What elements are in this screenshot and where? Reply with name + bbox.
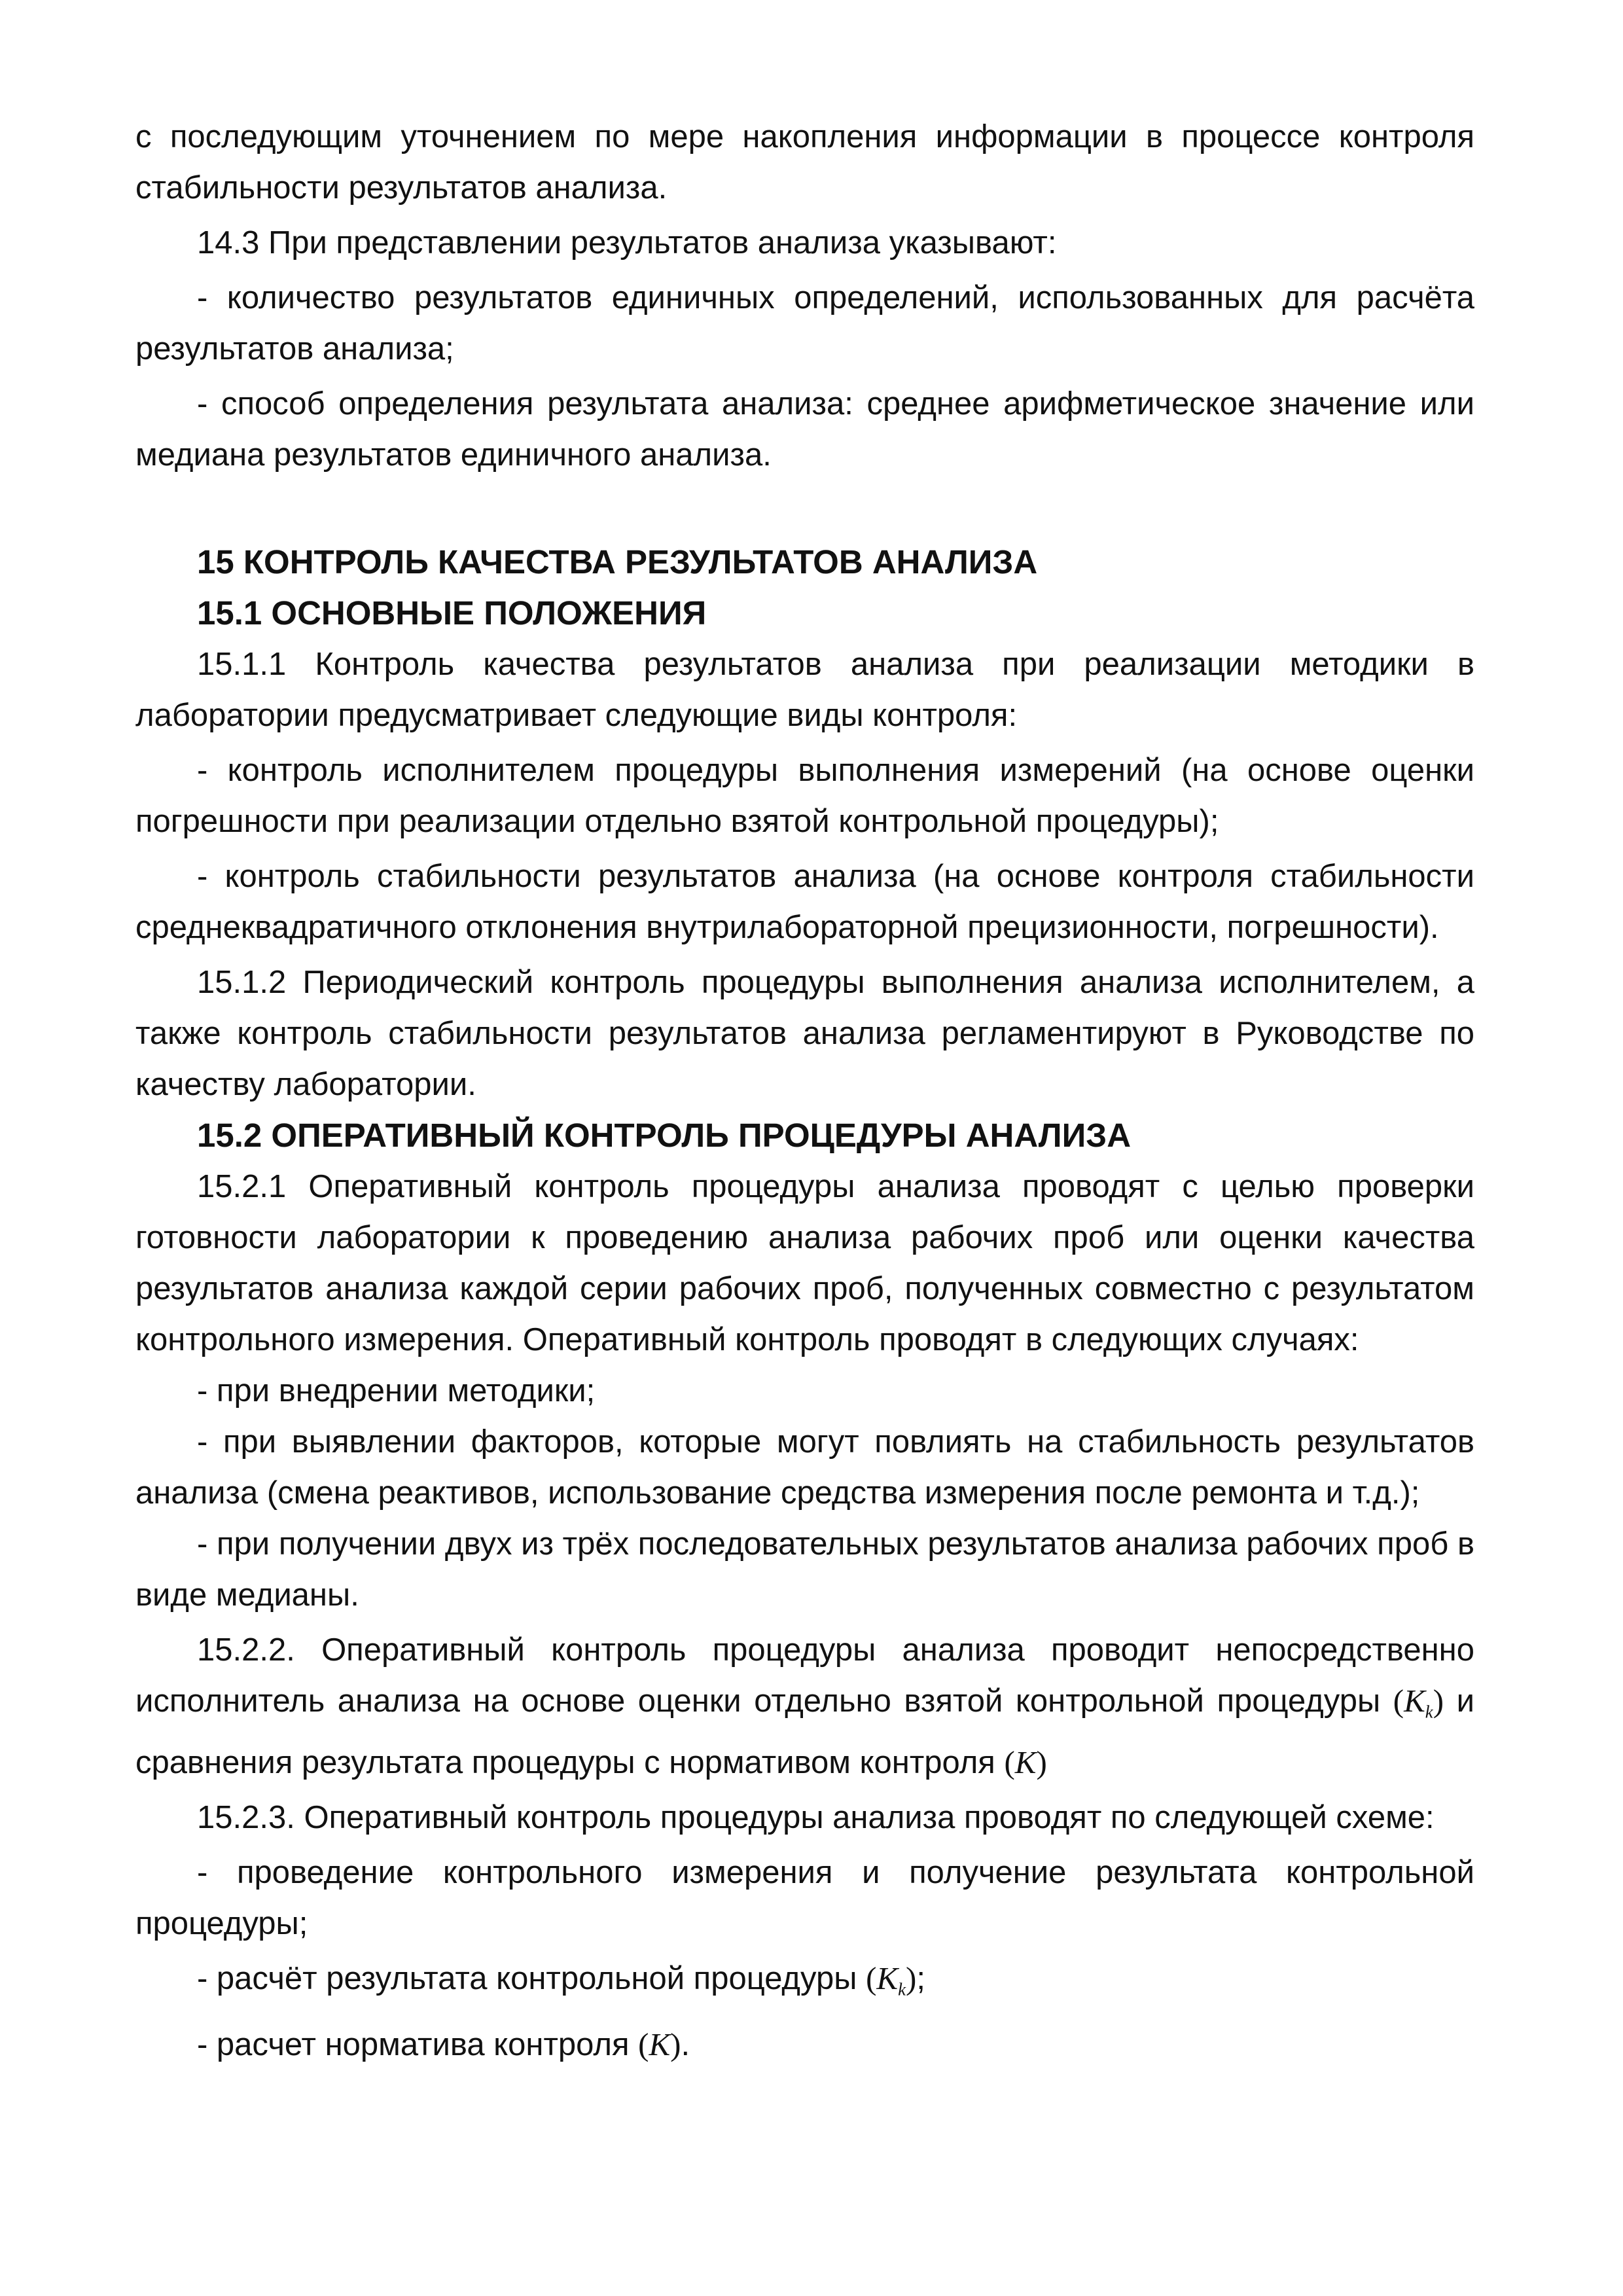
paragraph: 15.1.1 Контроль качества результатов анализа при реализации методики в лаборатории предусматривает следующие виды контроля:	[135, 647, 1474, 733]
paragraph: 15.1.2 Периодический контроль процедуры выполнения анализа исполнителем, а также контроль стабильности результатов анализа регламентируют в Руководстве по качеству лаборатории.	[135, 965, 1474, 1102]
formula-k-sub-k: $K_k$	[1404, 1683, 1433, 1722]
list-item: - при выявлении факторов, которые могут повлиять на стабильность результатов анализа (смена реактивов, использование средства измерения после ремонта и т.д.);	[135, 1424, 1474, 1511]
subsection-heading: 15.2 ОПЕРАТИВНЫЙ КОНТРОЛЬ ПРОЦЕДУРЫ АНАЛИЗА	[197, 1117, 1132, 1154]
list-item: - контроль стабильности результатов анализа (на основе контроля стабильности среднеквадратичного отклонения внутрилабораторной прецизионности, погрешности).	[135, 859, 1474, 945]
paragraph-text: - расчет норматива контроля	[197, 2026, 630, 2062]
formula-k-sub-k: $K_k$	[876, 1960, 906, 2000]
document-page	[135, 111, 1474, 2070]
paragraph-text: - расчёт результата контрольной процедуры	[197, 1961, 857, 1997]
paragraph-15-2-2: 15.2.2. Оперативный контроль процедуры анализа проводит непосредственно исполнитель анализа на основе оценки отдельно взятой контрольной процедуры $(K_k)$ и сравнения результата процедуры с нормативом контроля (K)	[135, 1632, 1474, 1781]
paragraph: 15.2.3. Оперативный контроль процедуры анализа проводят по следующей схеме:	[197, 1800, 1435, 1836]
list-item: - проведение контрольного измерения и получение результата контрольной процедуры;	[135, 1855, 1474, 1942]
section-heading: 15 КОНТРОЛЬ КАЧЕСТВА РЕЗУЛЬТАТОВ АНАЛИЗА	[197, 543, 1038, 581]
formula-k: K	[649, 2026, 671, 2062]
list-item: - при внедрении методики;	[197, 1373, 596, 1408]
list-item-control-norm: - расчет норматива контроля (K).	[197, 2026, 690, 2062]
paragraph: с последующим уточнением по мере накопления информации в процессе контроля стабильности результатов анализа.	[135, 119, 1474, 206]
list-item-control-result: - расчёт результата контрольной процедуры $(K_k)$;	[197, 1960, 925, 2000]
paragraph: 15.2.1 Оперативный контроль процедуры анализа проводят с целью проверки готовности лаборатории к проведению анализа рабочих проб или оценки качества результатов анализа каждой серии рабочих проб, полученных совместно с результатом контрольного измерения. Оперативный контроль проводят в следующих случаях:	[135, 1169, 1474, 1357]
list-item: - способ определения результата анализа: среднее арифметическое значение или медиана результатов единичного анализа.	[135, 386, 1474, 473]
list-item: - контроль исполнителем процедуры выполнения измерений (на основе оценки погрешности при реализации отдельно взятой контрольной процедуры);	[135, 753, 1474, 839]
subsection-heading: 15.1 ОСНОВНЫЕ ПОЛОЖЕНИЯ	[197, 594, 707, 632]
paragraph-text: и сравнения результата процедуры с нормативом контроля	[135, 1683, 1474, 1781]
paragraph: 14.3 При представлении результатов анализа указывают:	[197, 225, 1057, 260]
formula-k: K	[1014, 1744, 1037, 1781]
list-item: - количество результатов единичных определений, использованных для расчёта результатов анализа;	[135, 280, 1474, 367]
list-item: - при получении двух из трёх последовательных результатов анализа рабочих проб в виде медианы.	[135, 1526, 1474, 1613]
paragraph-text: 15.2.2. Оперативный контроль процедуры анализа проводит непосредственно исполнитель анализа на основе оценки отдельно взятой контрольной процедуры	[135, 1632, 1474, 1719]
